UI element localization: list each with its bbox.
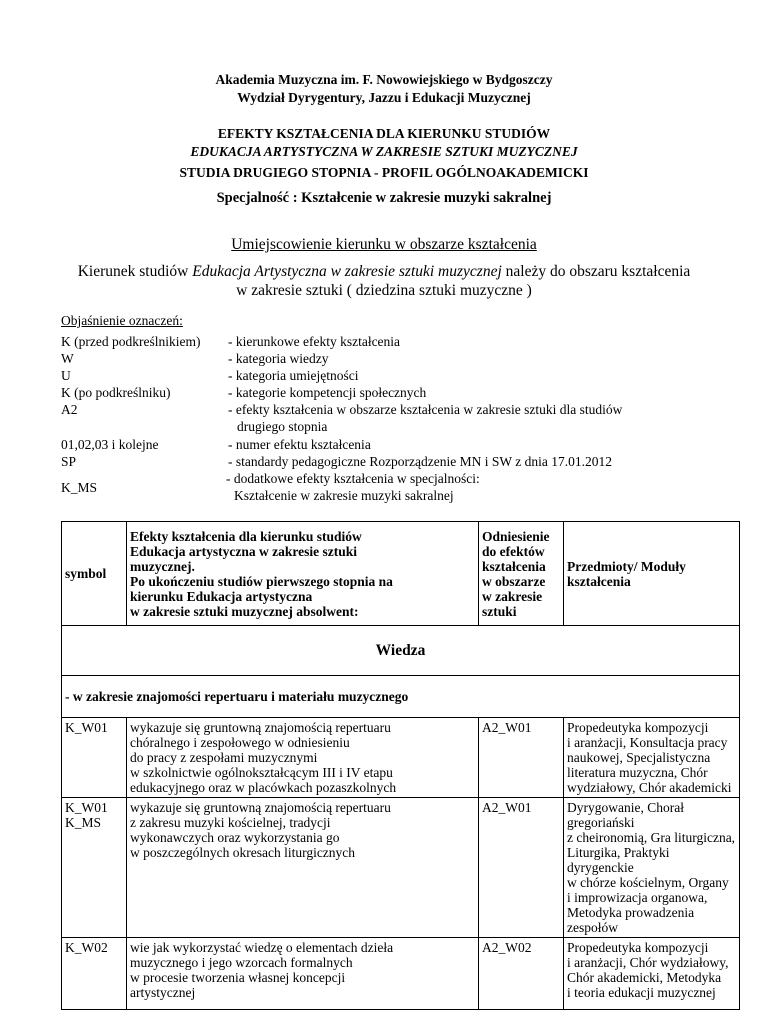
row-reference: A2_W02 xyxy=(479,938,564,1010)
learning-outcomes-table xyxy=(61,521,740,1010)
section-wiedza: Wiedza xyxy=(62,626,740,676)
header-reference: Odniesienie do efektów kształcenia w obszarze w zakresie sztuki xyxy=(479,522,564,626)
section-row xyxy=(62,626,740,676)
row-reference: A2_W01 xyxy=(479,798,564,938)
legend-desc-continued: Kształcenie w zakresie muzyki sakralnej xyxy=(234,488,454,503)
specialty: Specjalność : Kształcenie w zakresie muzyki sakralnej xyxy=(216,190,552,206)
placement-suffix: należy do obszaru kształcenia xyxy=(501,263,691,280)
header-symbol: symbol xyxy=(62,522,127,626)
table-row xyxy=(62,718,740,798)
legend-key: SP xyxy=(61,454,77,469)
legend-desc: - standardy pedagogiczne Rozporządzenie MN i SW z dnia 17.01.2012 xyxy=(228,454,613,469)
legend-key: K (po podkreślniku) xyxy=(61,385,171,400)
faculty-name: Wydział Dyrygentury, Jazzu i Edukacji Muzycznej xyxy=(237,90,531,105)
title-line-2: EDUKACJA ARTYSTYCZNA W ZAKRESIE SZTUKI MUZYCZNEJ xyxy=(190,144,578,159)
legend-desc: - numer efektu kształcenia xyxy=(228,437,371,452)
legend-desc: - kierunkowe efekty kształcenia xyxy=(228,334,401,349)
row-subjects: Propedeutyka kompozycji i aranżacji, Chór wydziałowy, Chór akademicki, Metodyka i teoria edukacji muzycznej xyxy=(564,938,740,1010)
title-line-1: EFEKTY KSZTAŁCENIA DLA KIERUNKU STUDIÓW xyxy=(217,126,551,141)
table-header-row xyxy=(62,522,740,626)
placement-line-1 xyxy=(0,263,768,281)
legend-desc: - kategoria wiedzy xyxy=(228,351,329,366)
row-reference: A2_W01 xyxy=(479,718,564,798)
header-effects: Efekty kształcenia dla kierunku studiów Edukacja artystyczna w zakresie sztuki muzycznej. Po ukończeniu studiów pierwszego stopnia na kierunku Edukacja artystyczna w zakresie sztuki muzycznej absolwent: xyxy=(127,522,479,626)
subsection-row xyxy=(62,676,740,718)
row-symbol: K_W01 xyxy=(62,718,127,798)
legend-desc-continued: drugiego stopnia xyxy=(237,419,328,434)
header-subjects: Przedmioty/ Moduły kształcenia xyxy=(564,522,740,626)
legend-heading: Objaśnienie oznaczeń: xyxy=(61,313,183,328)
legend-key: A2 xyxy=(61,402,78,417)
title-line-3: STUDIA DRUGIEGO STOPNIA - PROFIL OGÓLNOAKADEMICKI xyxy=(179,165,589,180)
legend-desc: - kategoria umiejętności xyxy=(228,368,359,383)
legend-key: K_MS xyxy=(61,480,98,495)
placement-field-name: Edukacja Artystyczna w zakresie sztuki muzycznej xyxy=(192,263,502,280)
row-subjects: Propedeutyka kompozycji i aranżacji, Konsultacja pracy naukowej, Specjalistyczna literatura muzyczna, Chór wydziałowy, Chór akademicki xyxy=(564,718,740,798)
academy-name: Akademia Muzyczna im. F. Nowowiejskiego w Bydgoszczy xyxy=(215,72,553,87)
legend-key: W xyxy=(61,351,74,366)
placement-line-2: w zakresie sztuki ( dziedzina sztuki muzyczne ) xyxy=(236,282,532,299)
legend-key: K (przed podkreślnikiem) xyxy=(61,334,201,349)
legend-desc: - kategorie kompetencji społecznych xyxy=(228,385,427,400)
table-row xyxy=(62,798,740,938)
legend-desc: - dodatkowe efekty kształcenia w specjalności: xyxy=(226,471,480,486)
table-row xyxy=(62,938,740,1010)
row-subjects: Dyrygowanie, Chorał gregoriański z cheironomią, Gra liturgiczna, Liturgika, Praktyki dyrygenckie w chórze kościelnym, Organy i improwizacja organowa, Metodyka prowadzenia zespołów xyxy=(564,798,740,938)
subsection-repertoire: - w zakresie znajomości repertuaru i materiału muzycznego xyxy=(62,676,740,718)
placement-prefix: Kierunek studiów xyxy=(77,263,193,280)
row-effect: wie jak wykorzystać wiedzę o elementach dzieła muzycznego i jego wzorcach formalnych w procesie tworzenia własnej koncepcji artystycznej xyxy=(127,938,479,1010)
row-effect: wykazuje się gruntowną znajomością repertuaru z zakresu muzyki kościelnej, tradycji wykonawczych oraz wykorzystania go w poszczególnych okresach liturgicznych xyxy=(127,798,479,938)
legend-desc: - efekty kształcenia w obszarze kształcenia w zakresie sztuki dla studiów xyxy=(228,402,623,417)
row-symbol: K_W01 K_MS xyxy=(62,798,127,938)
legend-key: U xyxy=(61,368,71,383)
row-effect: wykazuje się gruntowną znajomością repertuaru chóralnego i zespołowego w odniesieniu do pracy z zespołami muzycznymi w szkolnictwie ogólnokształcącym III i IV etapu edukacyjnego oraz w placówkach pozaszkolnych xyxy=(127,718,479,798)
legend-key: 01,02,03 i kolejne xyxy=(61,437,159,452)
row-symbol: K_W02 xyxy=(62,938,127,1010)
placement-heading: Umiejscowienie kierunku w obszarze kształcenia xyxy=(231,236,537,253)
